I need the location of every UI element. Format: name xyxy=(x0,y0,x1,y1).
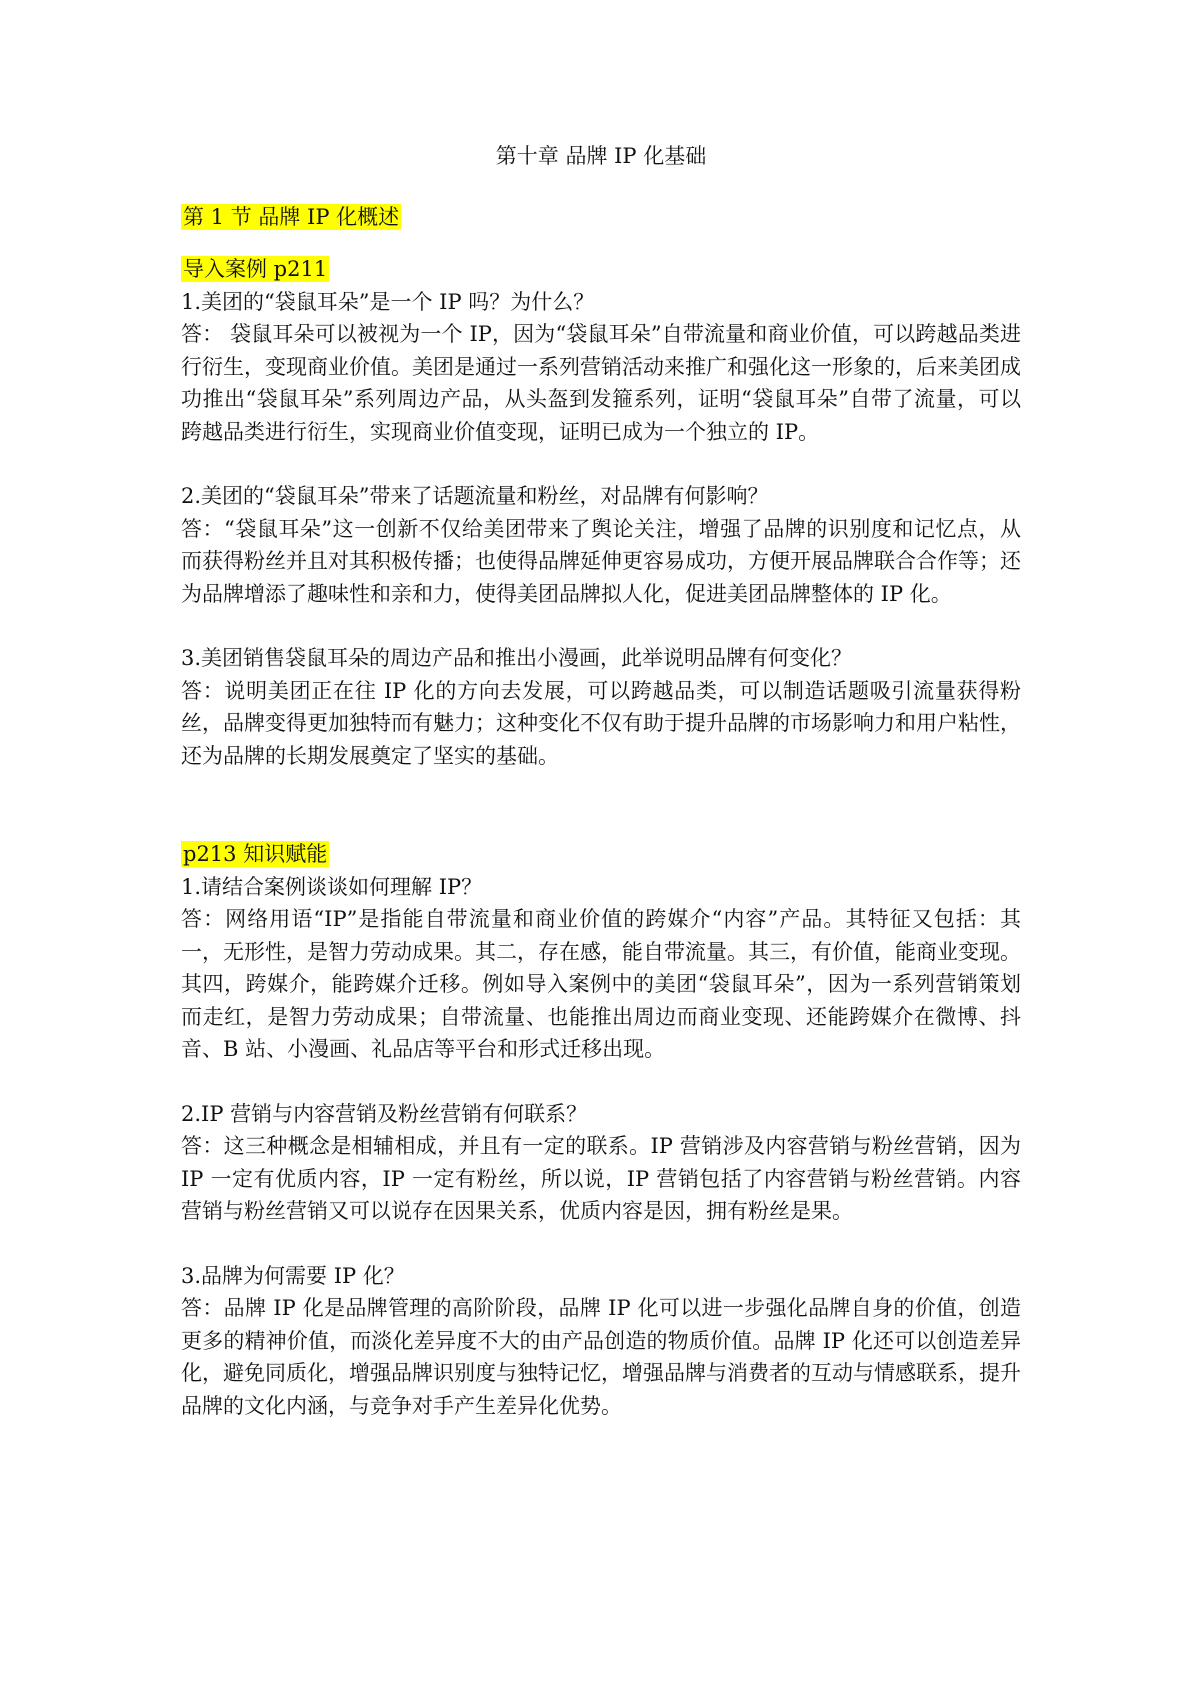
case-heading xyxy=(181,253,1021,286)
answer: 答：“袋鼠耳朵”这一创新不仅给美团带来了舆论关注，增强了品牌的识别度和记忆点，从而获得粉丝并且对其积极传播；也使得品牌延伸更容易成功，方便开展品牌联合合作等；还为品牌增添了趣味性和亲和力，使得美团品牌拟人化，促进美团品牌整体的 IP 化。 xyxy=(181,516,1021,606)
answer: 答：品牌 IP 化是品牌管理的高阶阶段，品牌 IP 化可以进一步强化品牌自身的价值，创造更多的精神价值，而淡化差异度不大的由产品创造的物质价值。品牌 IP 化还可以创造差异化，避免同质化，增强品牌识别度与独特记忆，增强品牌与消费者的互动与情感联系，提升品牌的文化内涵，与竞争对手产生差异化优势。 xyxy=(181,1296,1021,1418)
question: 2.美团的“袋鼠耳朵”带来了话题流量和粉丝，对品牌有何影响？ xyxy=(181,484,769,508)
answer: 答：网络用语“IP”是指能自带流量和商业价值的跨媒介“内容”产品。其特征又包括：其一，无形性，是智力劳动成果。其二，存在感，能自带流量。其三，有价值，能商业变现。其四，跨媒介，能跨媒介迁移。例如导入案例中的美团“袋鼠耳朵”，因为一系列营销策划而走红，是智力劳动成果；自带流量、也能推出周边而商业变现、还能跨媒介在微博、抖音、B 站、小漫画、礼品店等平台和形式迁移出现。 xyxy=(181,907,1021,1061)
knowledge-heading-text: p213 知识赋能 xyxy=(183,842,328,866)
section-heading-text: 第 1 节 品牌 IP 化概述 xyxy=(183,204,400,229)
document-page xyxy=(181,140,1021,1454)
question: 1.请结合案例谈谈如何理解 IP？ xyxy=(181,874,483,899)
section-heading xyxy=(181,201,1021,234)
question: 2.IP 营销与内容营销及粉丝营销有何联系？ xyxy=(181,1101,588,1126)
answer: 答：这三种概念是相辅相成，并且有一定的联系。IP 营销涉及内容营销与粉丝营销，因为 IP 一定有优质内容，IP 一定有粉丝，所以说，IP 营销包括了内容营销与粉丝营销。内容营销与粉丝营销又可以说存在因果关系，优质内容是因，拥有粉丝是果。 xyxy=(181,1134,1021,1223)
qa-item xyxy=(181,480,1021,610)
qa-item xyxy=(181,642,1021,772)
answer: 答： 袋鼠耳朵可以被视为一个 IP，因为“袋鼠耳朵”自带流量和商业价值，可以跨越品类进行衍生，变现商业价值。美团是通过一系列营销活动来推广和强化这一形象的，后来美团成功推出“袋鼠耳朵”系列周边产品，从头盔到发箍系列，证明“袋鼠耳朵”自带了流量，可以跨越品类进行衍生，实现商业价值变现，证明已成为一个独立的 IP。 xyxy=(181,322,1021,444)
qa-item xyxy=(181,871,1021,1066)
knowledge-heading xyxy=(181,838,1021,871)
question: 1.美团的“袋鼠耳朵”是一个 IP 吗？为什么？ xyxy=(181,289,595,314)
chapter-title: 第十章 品牌 IP 化基础 xyxy=(495,144,707,168)
spacer xyxy=(181,804,1021,838)
qa-item xyxy=(181,286,1021,449)
answer: 答：说明美团正在往 IP 化的方向去发展，可以跨越品类，可以制造话题吸引流量获得粉丝，品牌变得更加独特而有魅力；这种变化不仅有助于提升品牌的市场影响力和用户粘性，还为品牌的长期发展奠定了坚实的基础。 xyxy=(181,678,1021,768)
case-heading-text: 导入案例 p211 xyxy=(183,257,328,281)
question: 3.品牌为何需要 IP 化？ xyxy=(181,1263,405,1288)
qa-item xyxy=(181,1098,1021,1228)
question: 3.美团销售袋鼠耳朵的周边产品和推出小漫画，此举说明品牌有何变化？ xyxy=(181,646,853,670)
qa-item xyxy=(181,1260,1021,1423)
